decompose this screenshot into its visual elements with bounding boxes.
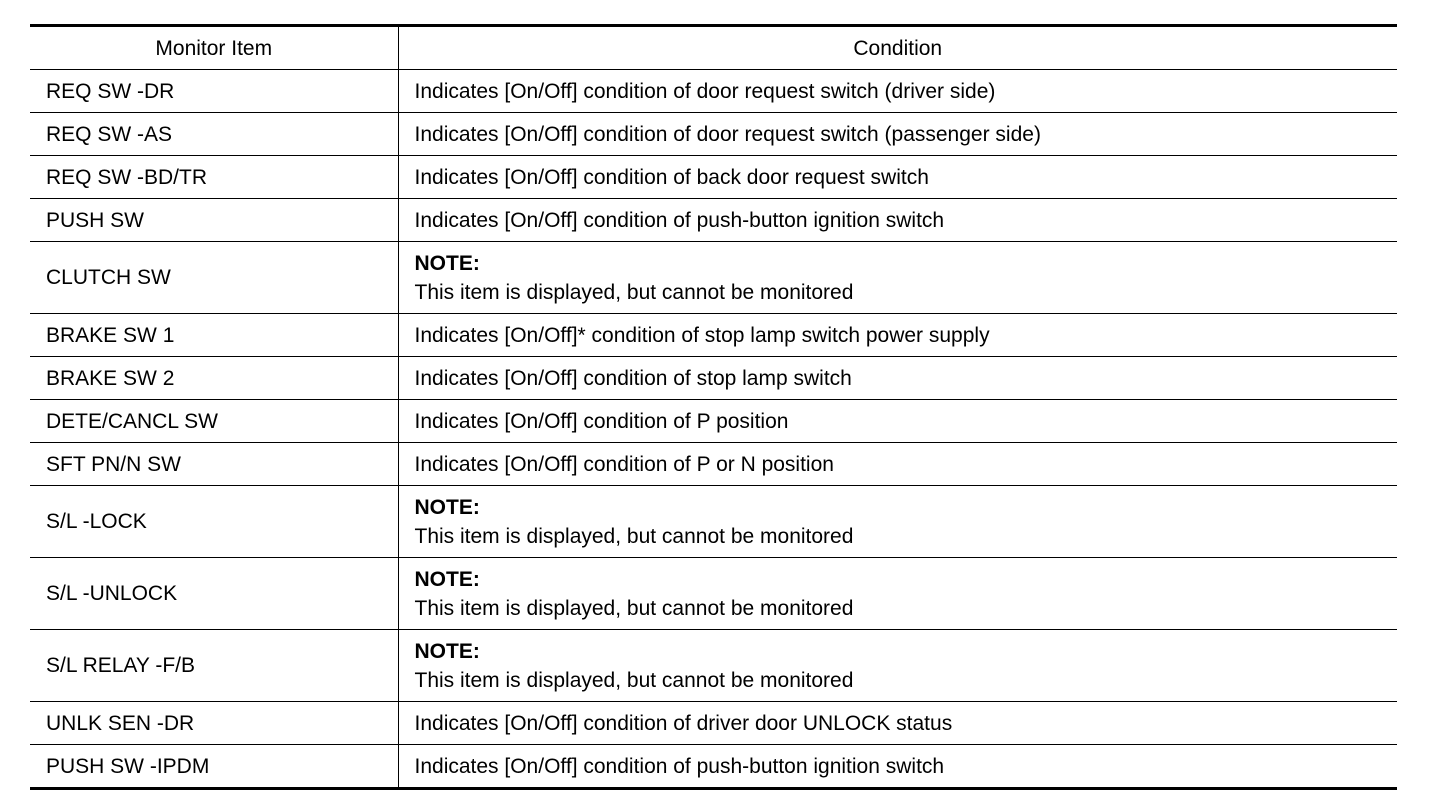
monitor-item-cell: CLUTCH SW [30, 242, 398, 314]
condition-text: This item is displayed, but cannot be monitored [414, 668, 854, 692]
condition-cell: Indicates [On/Off] condition of door request switch (passenger side) [398, 113, 1397, 156]
monitor-item-cell: BRAKE SW 2 [30, 357, 398, 400]
condition-text: This item is displayed, but cannot be monitored [414, 524, 854, 548]
condition-cell [398, 486, 1397, 558]
condition-cell [398, 630, 1397, 702]
condition-cell: Indicates [On/Off] condition of push-button ignition switch [398, 199, 1397, 242]
monitor-item-cell: S/L -UNLOCK [30, 558, 398, 630]
note-label: NOTE: [414, 567, 480, 591]
monitor-item-cell: REQ SW -BD/TR [30, 156, 398, 199]
condition-cell: Indicates [On/Off] condition of P or N position [398, 443, 1397, 486]
condition-cell: Indicates [On/Off] condition of stop lamp switch [398, 357, 1397, 400]
table-header [30, 26, 1397, 70]
table-row [30, 745, 1397, 789]
table-row [30, 314, 1397, 357]
table-body [30, 70, 1397, 789]
table-row [30, 486, 1397, 558]
condition-cell: Indicates [On/Off] condition of back door request switch [398, 156, 1397, 199]
table-row [30, 357, 1397, 400]
monitor-item-cell: S/L -LOCK [30, 486, 398, 558]
table-row [30, 156, 1397, 199]
condition-cell: Indicates [On/Off]* condition of stop lamp switch power supply [398, 314, 1397, 357]
table-row [30, 113, 1397, 156]
monitor-item-cell: REQ SW -DR [30, 70, 398, 113]
table-row [30, 630, 1397, 702]
monitor-item-cell: PUSH SW [30, 199, 398, 242]
condition-text: This item is displayed, but cannot be monitored [414, 596, 854, 620]
monitor-item-table [30, 24, 1397, 790]
condition-text: This item is displayed, but cannot be monitored [414, 280, 854, 304]
table-row [30, 702, 1397, 745]
table-row [30, 443, 1397, 486]
table-row [30, 70, 1397, 113]
header-condition: Condition [398, 26, 1397, 70]
monitor-item-cell: UNLK SEN -DR [30, 702, 398, 745]
condition-cell [398, 242, 1397, 314]
condition-cell [398, 558, 1397, 630]
note-label: NOTE: [414, 495, 480, 519]
table-row [30, 558, 1397, 630]
header-row [30, 26, 1397, 70]
monitor-item-cell: SFT PN/N SW [30, 443, 398, 486]
table-row [30, 199, 1397, 242]
condition-cell: Indicates [On/Off] condition of push-button ignition switch [414, 754, 945, 778]
monitor-item-cell: DETE/CANCL SW [30, 400, 398, 443]
condition-cell: Indicates [On/Off] condition of P position [398, 400, 1397, 443]
condition-cell: Indicates [On/Off] condition of driver door UNLOCK status [398, 702, 1397, 745]
note-label: NOTE: [414, 251, 480, 275]
condition-cell: Indicates [On/Off] condition of door request switch (driver side) [398, 70, 1397, 113]
table-row [30, 242, 1397, 314]
monitor-item-cell: PUSH SW -IPDM [30, 745, 398, 789]
table-row [30, 400, 1397, 443]
monitor-item-cell: REQ SW -AS [30, 113, 398, 156]
header-monitor-item: Monitor Item [30, 26, 398, 70]
monitor-item-cell: S/L RELAY -F/B [30, 630, 398, 702]
note-label: NOTE: [414, 639, 480, 663]
monitor-item-cell: BRAKE SW 1 [30, 314, 398, 357]
